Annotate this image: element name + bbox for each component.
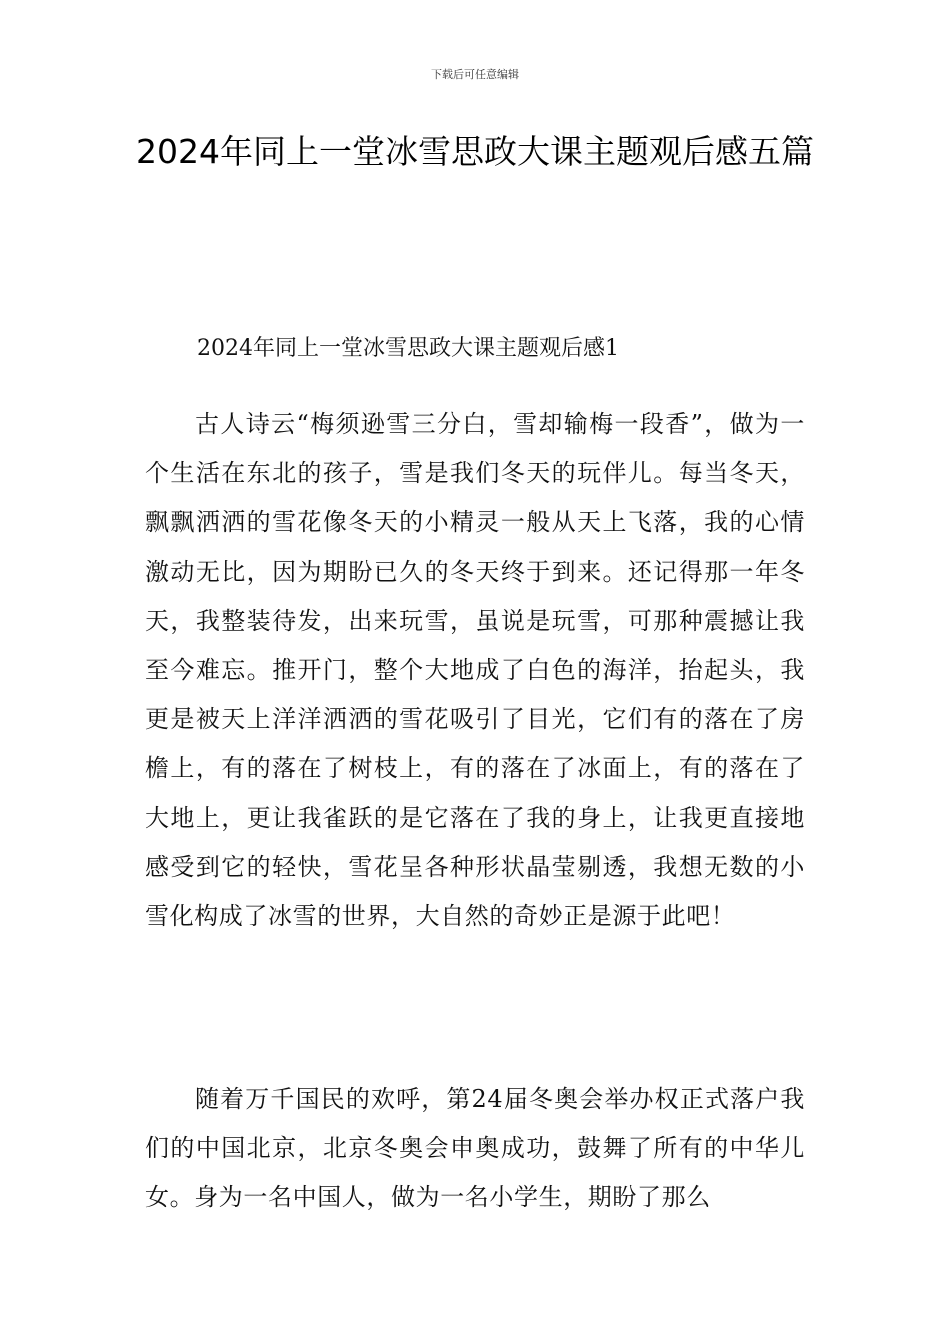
- section-heading: 2024年同上一堂冰雪思政大课主题观后感1: [197, 336, 619, 361]
- header-note: 下载后可任意编辑: [431, 68, 519, 81]
- body-paragraph: 随着万千国民的欢呼，第24届冬奥会举办权正式落户我们的中国北京，北京冬奥会申奥成功，鼓舞了所有的中华儿女。身为一名中国人，做为一名小学生，期盼了那么: [145, 1085, 805, 1212]
- body-paragraph: 古人诗云“梅须逊雪三分白，雪却输梅一段香”，做为一个生活在东北的孩子，雪是我们冬天的玩伴儿。每当冬天，飘飘洒洒的雪花像冬天的小精灵一般从天上飞落，我的心情激动无比，因为期盼已久的冬天终于到来。还记得那一年冬天，我整装待发，出来玩雪，虽说是玩雪，可那种震撼让我至今难忘。推开门，整个大地成了白色的海洋，抬起头，我更是被天上洋洋洒洒的雪花吸引了目光，它们有的落在了房檐上，有的落在了树枝上，有的落在了冰面上，有的落在了大地上，更让我雀跃的是它落在了我的身上，让我更直接地感受到它的轻快，雪花呈各种形状晶莹剔透，我想无数的小雪化构成了冰雪的世界，大自然的奇妙正是源于此吧！: [145, 410, 805, 931]
- document-title: 2024年同上一堂冰雪思政大课主题观后感五篇: [136, 132, 814, 171]
